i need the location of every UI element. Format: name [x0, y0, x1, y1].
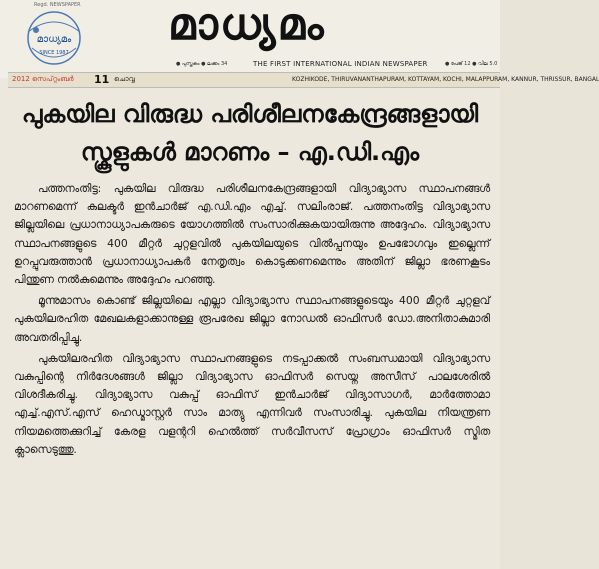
headline-line-2: സ്കൂളുകൾ മാറണം – എ.ഡി.എം [80, 138, 420, 166]
page-number: 11 [94, 73, 110, 86]
masthead [0, 0, 500, 78]
edition-day: ചൊവ്വ [114, 75, 135, 83]
logo-since: SINCE 1987 [39, 50, 69, 56]
edition-strip [8, 72, 599, 88]
newspaper-title: മാധ്യമം [168, 0, 326, 50]
paragraph: പത്തനംതിട്ട: പുകയില വിരുദ്ധ പരിശീലനകേന്ദ്രങ്ങളായി വിദ്യാഭ്യാസ സ്ഥാപനങ്ങൾ മാറണമെന്ന് കലക്ടർ ഇൻചാർജ് എ.ഡി.എം എച്ച്. സലിംരാജ്. പത്തനംതിട്ട വിദ്യാഭ്യാസ ജില്ലയിലെ പ്രധാനാധ്യാപകരുടെ യോഗത്തിൽ സംസാരിക്കുകയായിരുന്നു അദ്ദേഹം. വിദ്യാഭ്യാസ സ്ഥാപനങ്ങളുടെ 400 മീറ്റർ ചുറ്റളവിൽ പുകയിലയുടെ വിൽപ്പനയും ഉപഭോഗവും ഇല്ലെന്ന് ഉറപ്പുവരുത്താൻ പ്രധാനാധ്യാപകർ നേതൃത്വം കൊടുക്കണമെന്നും അതിന് ജില്ലാ ഭരണകൂടം പിന്തുണ നൽകുമെന്നും അദ്ദേഹം പറഞ്ഞു. [14, 182, 490, 287]
price-info: ● പേജ് 12 ● വില 5.0 [445, 61, 498, 67]
volume-info: ● പുസ്തകം ● ലക്കം 34 [176, 61, 228, 67]
article-body [14, 180, 490, 462]
paragraph: പുകയിലരഹിത വിദ്യാഭ്യാസ സ്ഥാപനങ്ങളുടെ നടപ്പാക്കൽ സംബന്ധമായി വിദ്യാഭ്യാസ വകുപ്പിന്റെ നിർദേശങ്ങൾ ജില്ലാ വിദ്യാഭ്യാസ ഓഫിസർ സെയ്ന അസീസ് പാലശേരിൽ വിശദീകരിച്ചു. വിദ്യാഭ്യാസ വകുപ്പ് ഓഫിസ് ഇൻചാർജ് വിദ്യാസാഗർ, മാർത്തോമാ എച്ച്.എസ്.എസ് ഹെഡ്മാസ്റ്റർ സാം മാത്യു എന്നിവർ സംസാരിച്ചു. പുകയില നിയന്ത്രണ നിയമത്തെക്കുറിച്ച് കേരള വളന്ററി ഹെൽത്ത് സർവീസസ് പ്രോഗ്രാം ഓഫിസർ സ്മിത ക്ലാസെടുത്തു. [14, 351, 490, 456]
edition-date: 2012 സെപ്റ്റംബർ [12, 75, 74, 83]
registration-note: Regd. NEWSPAPER [34, 2, 81, 8]
headline-line-1: പുകയില വിരുദ്ധ പരിശീലനകേന്ദ്രങ്ങളായി [21, 100, 479, 128]
newspaper-logo-icon [14, 8, 96, 66]
paragraph: മൂന്നുമാസം കൊണ്ട് ജില്ലയിലെ എല്ലാ വിദ്യാഭ്യാസ സ്ഥാപനങ്ങളുടെയും 400 മീറ്റർ ചുറ്റളവ് പുകയിലരഹിത മേഖലകളാക്കാനുള്ള രൂപരേഖ ജില്ലാ നോഡൽ ഓഫിസർ ഡോ.അനിതാകുമാരി അവതരിപ്പിച്ചു. [14, 294, 490, 344]
logo-text: മാധ്യമം [36, 34, 72, 45]
tagline: THE FIRST INTERNATIONAL INDIAN NEWSPAPER [253, 60, 428, 68]
article [6, 92, 494, 562]
edition-cities: KOZHIKODE, THIRUVANANTHAPURAM, KOTTAYAM, KOCHI, MALAPPURAM, KANNUR, THRISSUR, BANGAL [292, 76, 599, 83]
